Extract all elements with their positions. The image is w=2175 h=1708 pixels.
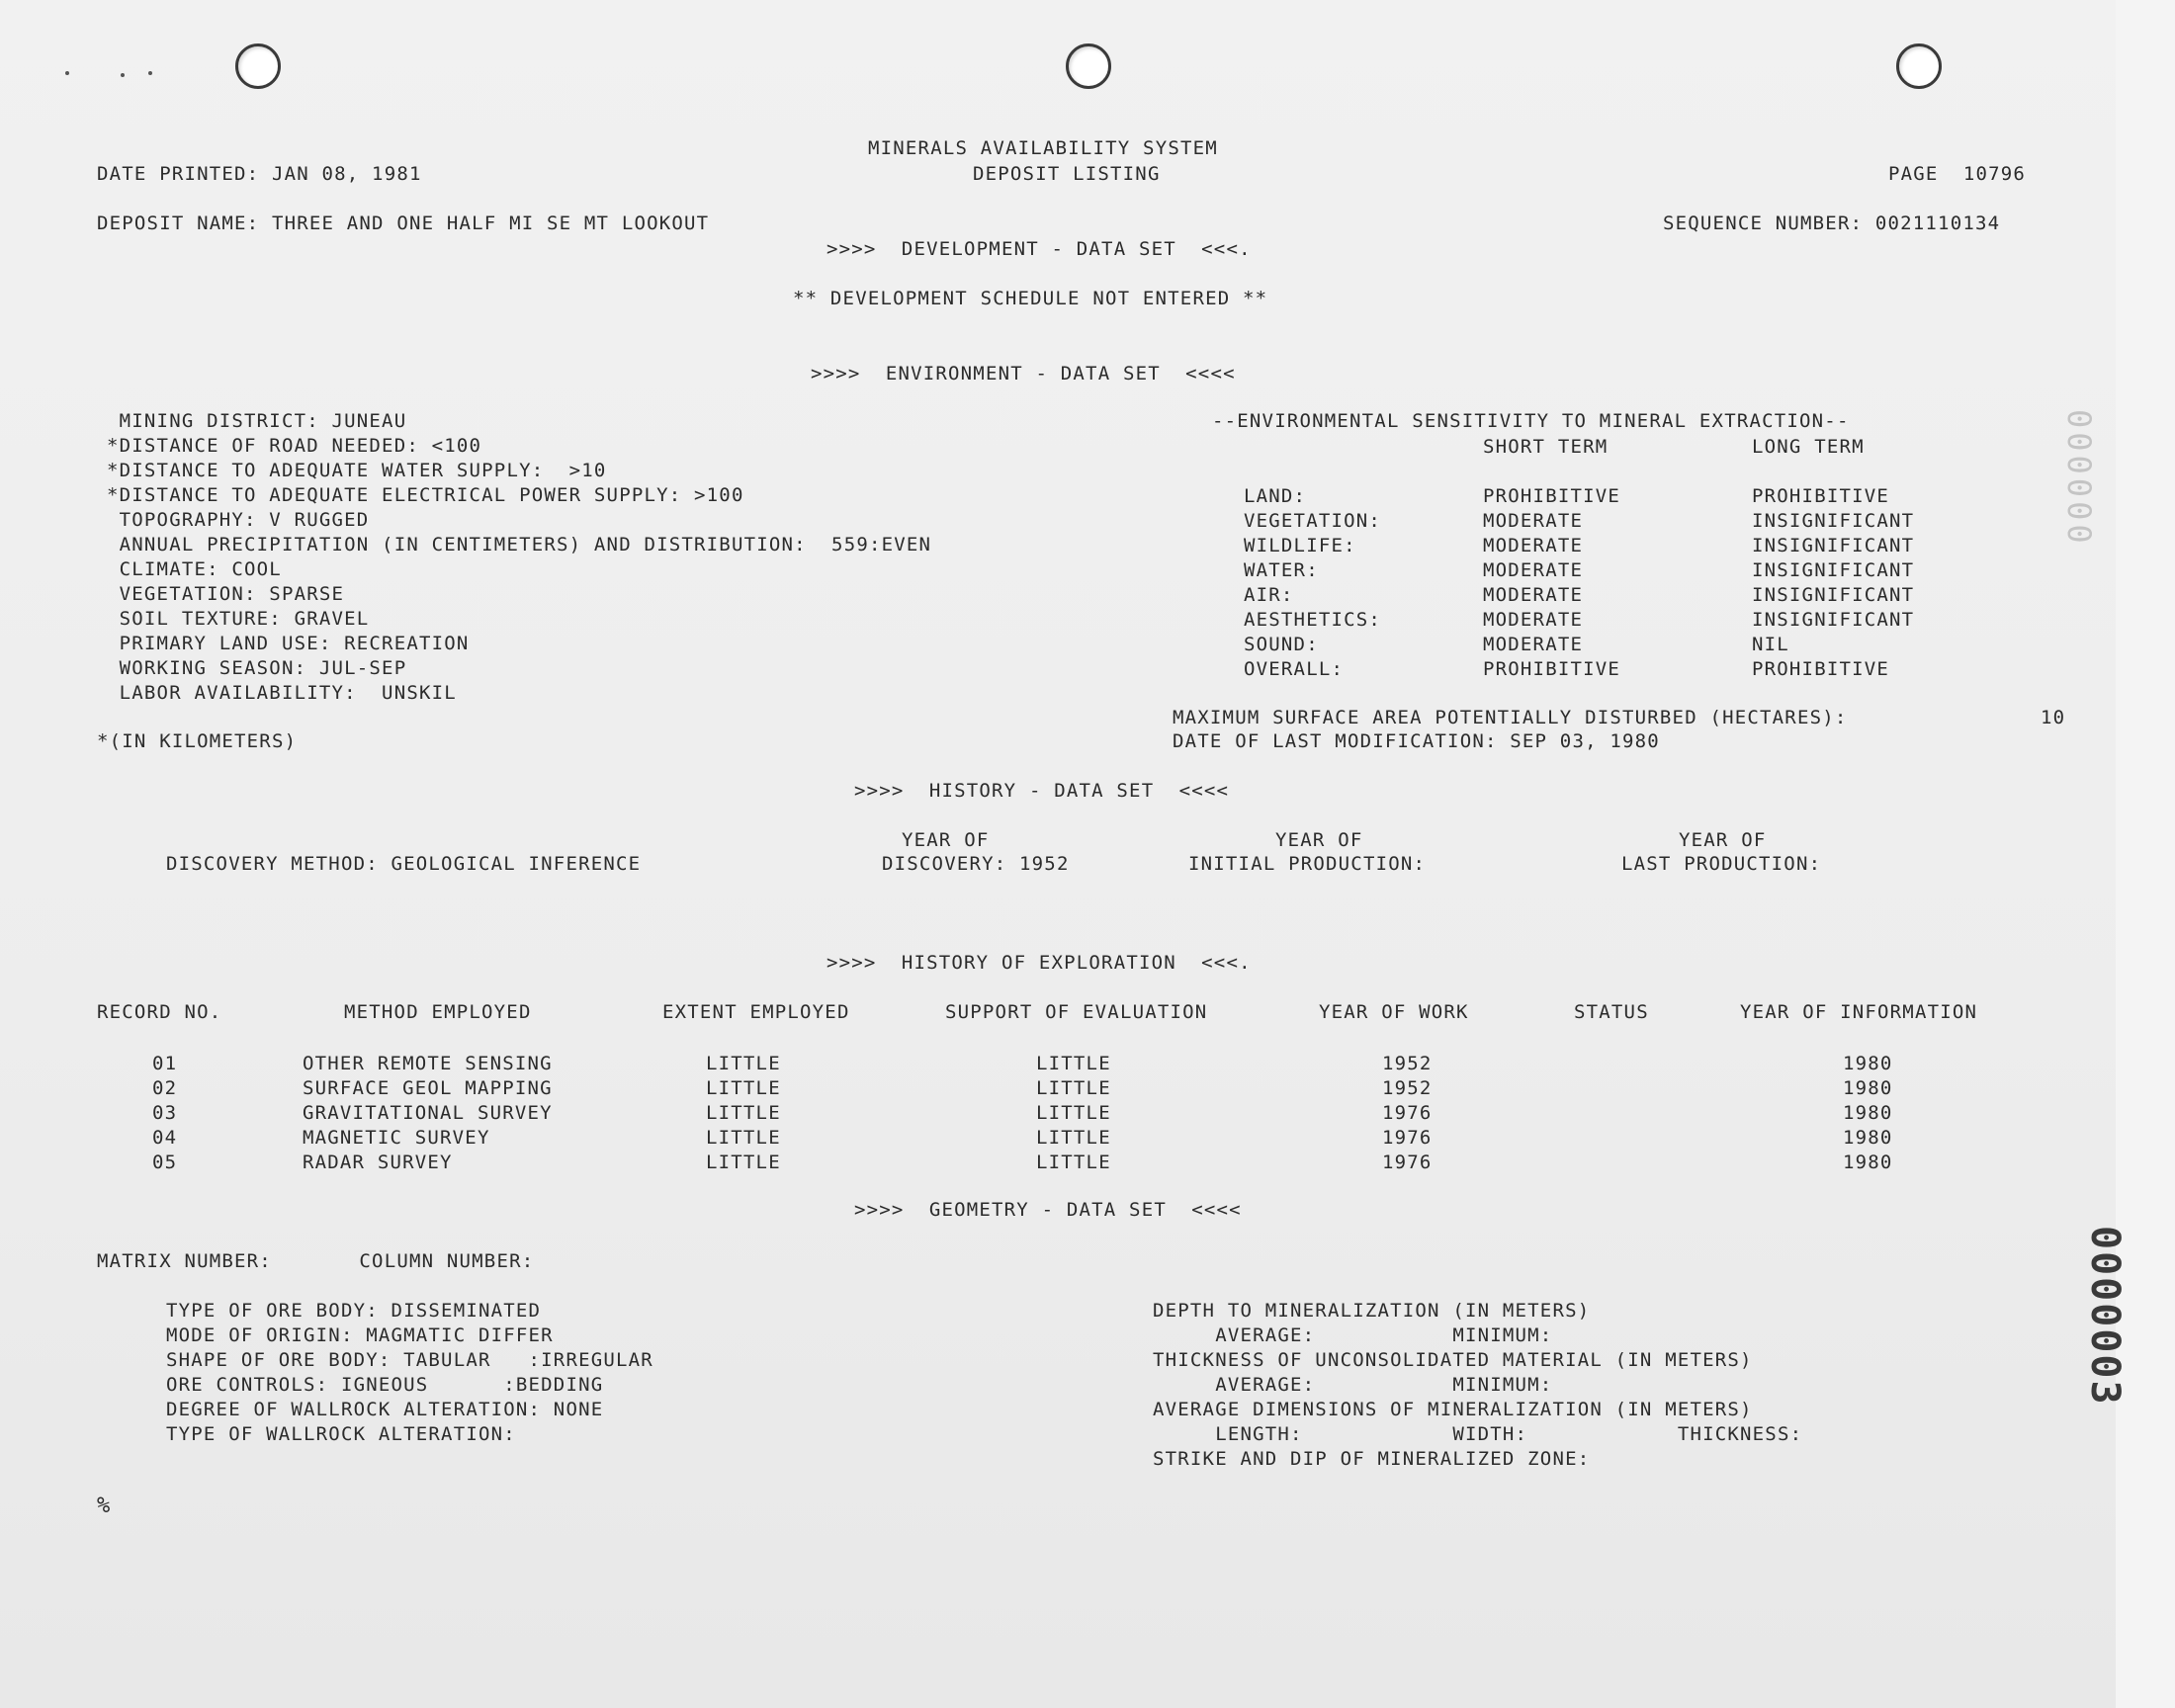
last-production: LAST PRODUCTION:	[1621, 853, 1822, 875]
sensitivity-category: AIR:	[1244, 584, 1294, 606]
sensitivity-long-term: INSIGNIFICANT	[1752, 535, 1915, 556]
geometry-line: SHAPE OF ORE BODY: TABULAR :IRREGULAR	[166, 1349, 653, 1371]
geometry-dimension-line: AVERAGE DIMENSIONS OF MINERALIZATION (IN METERS)	[1153, 1399, 1753, 1420]
environment-heading: >>>> ENVIRONMENT - DATA SET <<<<	[811, 363, 1236, 384]
column-header: RECORD NO.	[97, 1001, 222, 1023]
table-cell-record: 02	[152, 1077, 178, 1099]
table-cell-year-work: 1976	[1382, 1102, 1433, 1124]
table-cell-year-work: 1976	[1382, 1127, 1433, 1149]
column-header: SUPPORT OF EVALUATION	[945, 1001, 1208, 1023]
deposit-name: DEPOSIT NAME: THREE AND ONE HALF MI SE MT LOOKOUT	[97, 213, 710, 234]
sensitivity-title: --ENVIRONMENTAL SENSITIVITY TO MINERAL EXTRACTION--	[1212, 410, 1850, 432]
kilometers-footnote: *(IN KILOMETERS)	[97, 730, 298, 752]
speck	[121, 73, 125, 77]
environment-line: *DISTANCE TO ADEQUATE ELECTRICAL POWER SUPPLY: >100	[107, 484, 744, 506]
sensitivity-category: VEGETATION:	[1244, 510, 1382, 532]
short-term-label: SHORT TERM	[1483, 436, 1609, 458]
environment-line: VEGETATION: SPARSE	[107, 583, 345, 605]
table-cell-support: LITTLE	[1036, 1152, 1111, 1173]
system-title: MINERALS AVAILABILITY SYSTEM	[868, 137, 1218, 159]
column-header: EXTENT EMPLOYED	[662, 1001, 850, 1023]
table-cell-extent: LITTLE	[706, 1077, 781, 1099]
speck	[65, 71, 69, 75]
environment-line: ANNUAL PRECIPITATION (IN CENTIMETERS) AND DISTRIBUTION: 559:EVEN	[107, 534, 932, 555]
table-cell-record: 01	[152, 1053, 178, 1074]
geometry-line: MODE OF ORIGIN: MAGMATIC DIFFER	[166, 1324, 554, 1346]
sensitivity-short-term: MODERATE	[1483, 584, 1584, 606]
geometry-line: TYPE OF ORE BODY: DISSEMINATED	[166, 1300, 542, 1322]
table-cell-extent: LITTLE	[706, 1127, 781, 1149]
development-note: ** DEVELOPMENT SCHEDULE NOT ENTERED **	[793, 288, 1268, 309]
sensitivity-long-term: INSIGNIFICANT	[1752, 609, 1915, 631]
table-cell-extent: LITTLE	[706, 1102, 781, 1124]
environment-line: PRIMARY LAND USE: RECREATION	[107, 633, 470, 654]
long-term-label: LONG TERM	[1752, 436, 1865, 458]
environment-line: TOPOGRAPHY: V RUGGED	[107, 509, 370, 531]
sensitivity-category: WATER:	[1244, 559, 1319, 581]
sensitivity-long-term: INSIGNIFICANT	[1752, 510, 1915, 532]
table-cell-extent: LITTLE	[706, 1152, 781, 1173]
sensitivity-short-term: MODERATE	[1483, 559, 1584, 581]
geometry-heading: >>>> GEOMETRY - DATA SET <<<<	[854, 1199, 1242, 1221]
page-edge	[2116, 0, 2175, 1708]
table-cell-year-info: 1980	[1843, 1127, 1893, 1149]
exploration-heading: >>>> HISTORY OF EXPLORATION <<<.	[826, 952, 1252, 974]
sensitivity-category: AESTHETICS:	[1244, 609, 1382, 631]
sensitivity-long-term: INSIGNIFICANT	[1752, 559, 1915, 581]
sensitivity-long-term: PROHIBITIVE	[1752, 658, 1890, 680]
table-cell-year-work: 1952	[1382, 1053, 1433, 1074]
punch-hole-center	[1066, 43, 1111, 89]
discovery-year-of: YEAR OF	[902, 829, 990, 851]
initial-production-year-of: YEAR OF	[1275, 829, 1363, 851]
environment-line: *DISTANCE OF ROAD NEEDED: <100	[107, 435, 482, 457]
table-cell-year-work: 1952	[1382, 1077, 1433, 1099]
date-printed: DATE PRINTED: JAN 08, 1981	[97, 163, 422, 185]
environment-line: SOIL TEXTURE: GRAVEL	[107, 608, 370, 630]
sensitivity-category: WILDLIFE:	[1244, 535, 1356, 556]
punch-hole-left	[235, 43, 281, 89]
geometry-dimension-line: AVERAGE: MINIMUM:	[1153, 1324, 1553, 1346]
max-surface-label: MAXIMUM SURFACE AREA POTENTIALLY DISTURBED (HECTARES):	[1173, 707, 1848, 728]
sensitivity-short-term: PROHIBITIVE	[1483, 658, 1621, 680]
side-stamp: 0000003	[2082, 1226, 2128, 1407]
max-surface-value: 10	[2041, 707, 2066, 728]
geometry-dimension-line: THICKNESS OF UNCONSOLIDATED MATERIAL (IN METERS)	[1153, 1349, 1753, 1371]
sensitivity-long-term: NIL	[1752, 634, 1789, 655]
geometry-dimension-line: DEPTH TO MINERALIZATION (IN METERS)	[1153, 1300, 1591, 1322]
speck	[148, 71, 152, 75]
geometry-line: DEGREE OF WALLROCK ALTERATION: NONE	[166, 1399, 604, 1420]
geometry-dimension-line: AVERAGE: MINIMUM:	[1153, 1374, 1553, 1396]
development-heading: >>>> DEVELOPMENT - DATA SET <<<.	[826, 238, 1252, 260]
last-production-year-of: YEAR OF	[1679, 829, 1767, 851]
initial-production: INITIAL PRODUCTION:	[1188, 853, 1427, 875]
sensitivity-category: SOUND:	[1244, 634, 1319, 655]
table-cell-method: SURFACE GEOL MAPPING	[303, 1077, 553, 1099]
discovery-method: DISCOVERY METHOD: GEOLOGICAL INFERENCE	[166, 853, 642, 875]
sensitivity-short-term: MODERATE	[1483, 609, 1584, 631]
geometry-dimension-line: LENGTH: WIDTH: THICKNESS:	[1153, 1423, 1803, 1445]
table-cell-support: LITTLE	[1036, 1127, 1111, 1149]
discovery-year: DISCOVERY: 1952	[882, 853, 1070, 875]
table-cell-record: 05	[152, 1152, 178, 1173]
environment-line: WORKING SEASON: JUL-SEP	[107, 657, 407, 679]
geometry-line: TYPE OF WALLROCK ALTERATION:	[166, 1423, 516, 1445]
sensitivity-short-term: MODERATE	[1483, 510, 1584, 532]
table-cell-year-info: 1980	[1843, 1102, 1893, 1124]
table-cell-method: RADAR SURVEY	[303, 1152, 453, 1173]
sensitivity-short-term: MODERATE	[1483, 634, 1584, 655]
sensitivity-long-term: PROHIBITIVE	[1752, 485, 1890, 507]
environment-line: MINING DISTRICT: JUNEAU	[107, 410, 407, 432]
column-header: YEAR OF WORK	[1319, 1001, 1469, 1023]
last-modification: DATE OF LAST MODIFICATION: SEP 03, 1980	[1173, 730, 1660, 752]
page-number: PAGE 10796	[1888, 163, 2027, 185]
table-cell-record: 04	[152, 1127, 178, 1149]
listing-title: DEPOSIT LISTING	[973, 163, 1161, 185]
column-header: METHOD EMPLOYED	[344, 1001, 532, 1023]
table-cell-method: MAGNETIC SURVEY	[303, 1127, 490, 1149]
sensitivity-short-term: MODERATE	[1483, 535, 1584, 556]
sensitivity-short-term: PROHIBITIVE	[1483, 485, 1621, 507]
environment-line: LABOR AVAILABILITY: UNSKIL	[107, 682, 457, 704]
table-cell-year-info: 1980	[1843, 1077, 1893, 1099]
table-cell-method: OTHER REMOTE SENSING	[303, 1053, 553, 1074]
environment-line: CLIMATE: COOL	[107, 558, 282, 580]
sensitivity-category: OVERALL:	[1244, 658, 1345, 680]
history-heading: >>>> HISTORY - DATA SET <<<<	[854, 780, 1230, 802]
geometry-dimension-line: STRIKE AND DIP OF MINERALIZED ZONE:	[1153, 1448, 1591, 1470]
sensitivity-long-term: INSIGNIFICANT	[1752, 584, 1915, 606]
sequence-number: SEQUENCE NUMBER: 0021110134	[1663, 213, 2001, 234]
table-cell-support: LITTLE	[1036, 1077, 1111, 1099]
environment-line: *DISTANCE TO ADEQUATE WATER SUPPLY: >10	[107, 460, 607, 481]
table-cell-extent: LITTLE	[706, 1053, 781, 1074]
table-cell-method: GRAVITATIONAL SURVEY	[303, 1102, 553, 1124]
column-header: YEAR OF INFORMATION	[1740, 1001, 1978, 1023]
table-cell-support: LITTLE	[1036, 1102, 1111, 1124]
table-cell-year-info: 1980	[1843, 1152, 1893, 1173]
table-cell-year-info: 1980	[1843, 1053, 1893, 1074]
sensitivity-category: LAND:	[1244, 485, 1307, 507]
footer-mark: %	[97, 1494, 112, 1518]
punch-hole-right	[1896, 43, 1942, 89]
table-cell-record: 03	[152, 1102, 178, 1124]
side-faint-stamp: 000000	[2060, 409, 2098, 548]
table-cell-support: LITTLE	[1036, 1053, 1111, 1074]
table-cell-year-work: 1976	[1382, 1152, 1433, 1173]
column-header: STATUS	[1574, 1001, 1649, 1023]
matrix-line: MATRIX NUMBER: COLUMN NUMBER:	[97, 1250, 535, 1272]
geometry-line: ORE CONTROLS: IGNEOUS :BEDDING	[166, 1374, 604, 1396]
